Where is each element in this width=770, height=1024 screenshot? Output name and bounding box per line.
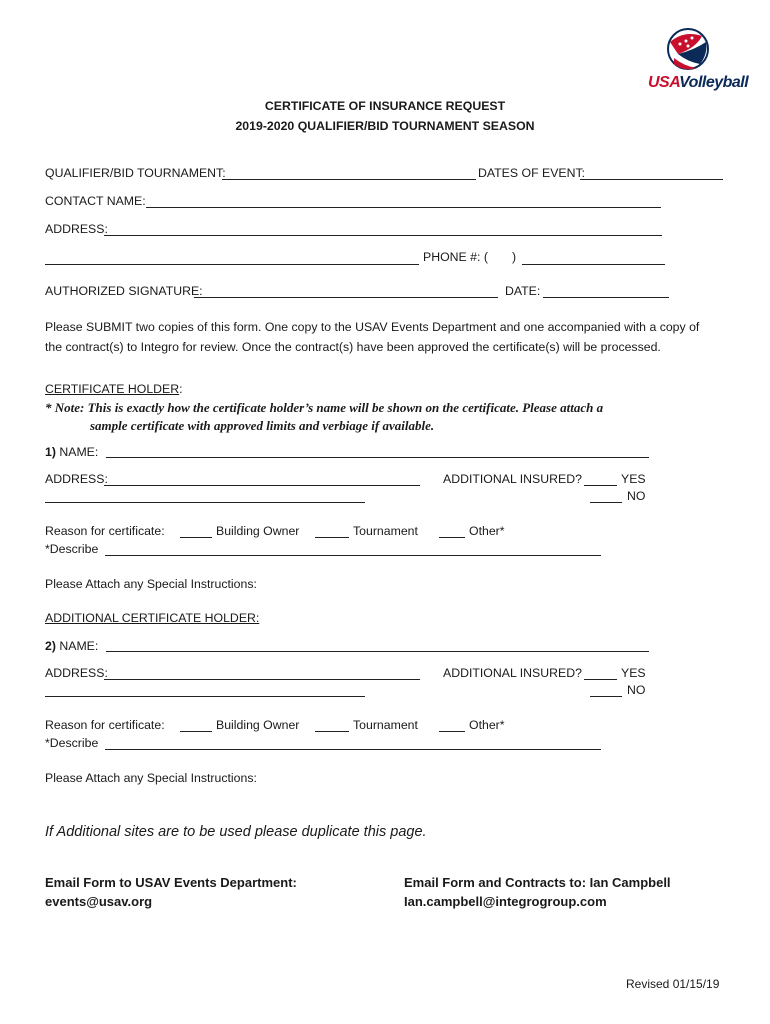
section2-special-instructions: Please Attach any Special Instructions: [45,771,257,785]
section1-no: NO [627,489,646,503]
section2-name-field[interactable] [106,651,649,652]
date-field[interactable] [543,297,669,298]
signature-field[interactable] [194,297,498,298]
section1-address-line2-field[interactable] [45,502,365,503]
logo-usa: USA [648,74,680,91]
tournament-label: QUALIFIER/BID TOURNAMENT: [45,166,226,180]
date-label: DATE: [505,284,541,298]
logo-volleyball: Volleyball [679,74,749,91]
certificate-holder-heading [45,382,183,396]
section2-tournament-field[interactable] [315,731,349,732]
section2-yes: YES [621,666,646,680]
usav-email-label: Email Form to USAV Events Department: [45,875,297,890]
duplicate-note: If Additional sites are to be used please duplicate this page. [45,824,427,840]
phone-label: PHONE #: ( [423,250,488,264]
section2-building-owner-field[interactable] [180,731,212,732]
section1-name-label: NAME: [59,445,99,459]
section1-address-label: ADDRESS: [45,472,108,486]
section1-tournament: Tournament [353,524,418,538]
section1-building-owner-field[interactable] [180,537,212,538]
address-field[interactable] [104,235,662,236]
section2-reason-label: Reason for certificate: [45,718,165,732]
contact-label: CONTACT NAME: [45,194,146,208]
section1-describe-label: *Describe [45,542,99,556]
contact-field[interactable] [146,207,661,208]
signature-label: AUTHORIZED SIGNATURE: [45,284,203,298]
form-title: CERTIFICATE OF INSURANCE REQUEST [264,99,506,113]
certificate-holder-label: CERTIFICATE HOLDER [45,382,180,396]
section2-name-row [45,639,98,653]
section2-additional-insured: ADDITIONAL INSURED? [443,666,582,680]
section2-address-label: ADDRESS: [45,666,108,680]
instructions-line2: the contract(s) to Integro for review. Once the contract(s) have been approved the certificate(s) will be processed. [45,340,661,354]
section1-address-field[interactable] [104,485,420,486]
section2-address-field[interactable] [104,679,420,680]
section2-name-label: NAME: [59,639,99,653]
address-label: ADDRESS: [45,222,108,236]
usav-email-link[interactable]: events@usav.org [45,894,153,909]
section2-building-owner: Building Owner [216,718,300,732]
section1-additional-insured: ADDITIONAL INSURED? [443,472,582,486]
section1-name-field[interactable] [106,457,649,458]
section1-yes-field[interactable] [584,485,617,486]
holder-note-line2: sample certificate with approved limits and verbiage if available. [90,418,435,433]
tournament-field[interactable] [222,179,476,180]
section2-other: Other* [469,718,505,732]
address-line2-field[interactable] [45,264,419,265]
section1-other-field[interactable] [439,537,465,538]
phone-field[interactable] [522,264,665,265]
section2-no-field[interactable] [590,696,622,697]
section1-special-instructions: Please Attach any Special Instructions: [45,577,257,591]
section1-describe-field[interactable] [105,555,601,556]
phone-paren: ) [512,250,517,264]
section2-no: NO [627,683,646,697]
section2-yes-field[interactable] [584,679,617,680]
section1-building-owner: Building Owner [216,524,300,538]
section2-address-line2-field[interactable] [45,696,365,697]
integro-email-link[interactable]: Ian.campbell@integrogroup.com [404,894,607,909]
additional-holder-heading: ADDITIONAL CERTIFICATE HOLDER: [45,611,260,625]
section1-no-field[interactable] [590,502,622,503]
section2-other-field[interactable] [439,731,465,732]
section1-reason-label: Reason for certificate: [45,524,165,538]
logo-wordmark [648,74,748,92]
section2-number: 2) [45,639,56,653]
dates-label: DATES OF EVENT: [478,166,586,180]
section1-yes: YES [621,472,646,486]
certificate-holder-colon: : [179,382,183,396]
form-subtitle: 2019-2020 QUALIFIER/BID TOURNAMENT SEASON [235,119,535,133]
holder-note-line1: * Note: This is exactly how the certificate holder’s name will be shown on the certificate. Please attach a [45,400,604,415]
section2-describe-label: *Describe [45,736,99,750]
section1-name-row [45,445,98,459]
section2-tournament: Tournament [353,718,418,732]
revised-date: Revised 01/15/19 [626,977,720,991]
instructions-line1: Please SUBMIT two copies of this form. One copy to the USAV Events Department and one accompanied with a copy of [45,320,700,334]
dates-field[interactable] [580,179,723,180]
section1-number: 1) [45,445,56,459]
section1-other: Other* [469,524,505,538]
section1-tournament-field[interactable] [315,537,349,538]
integro-email-label: Email Form and Contracts to: Ian Campbell [404,875,671,890]
section2-describe-field[interactable] [105,749,601,750]
